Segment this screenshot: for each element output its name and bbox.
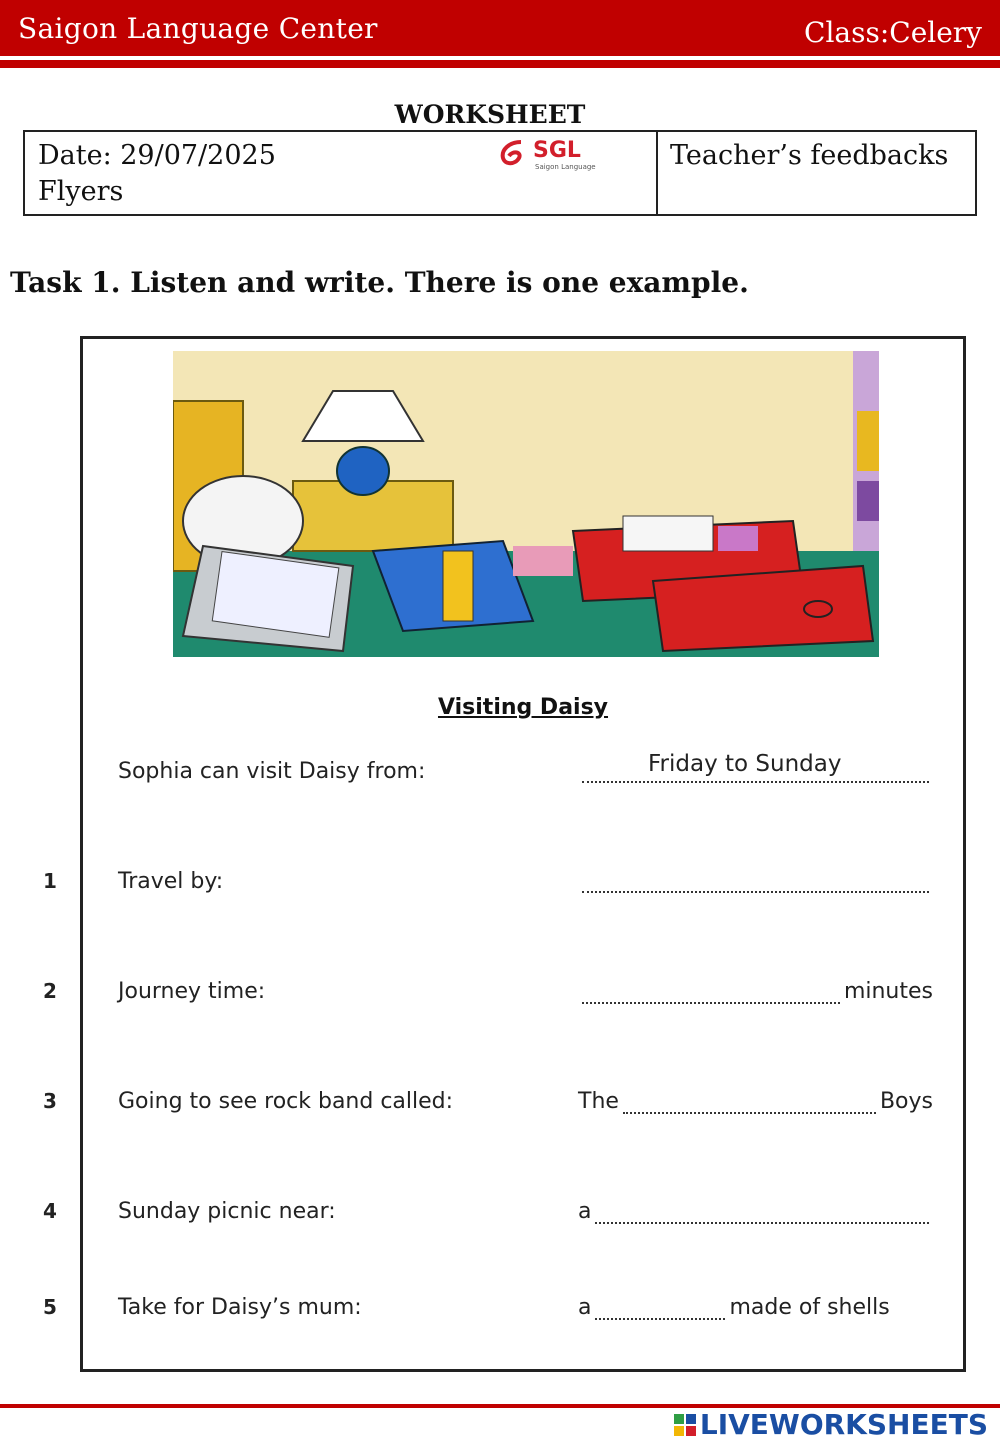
answer-suffix: minutes [843, 979, 933, 1004]
sgl-swirl-icon [495, 138, 531, 170]
question-number: 5 [43, 1295, 57, 1319]
liveworksheets-logo[interactable] [674, 1408, 988, 1441]
header-underline [0, 60, 1000, 68]
info-divider [656, 132, 658, 214]
example-answer: Friday to Sunday [648, 751, 842, 777]
logo-subtext: Saigon Language [535, 163, 596, 171]
teacher-feedback-label: Teacher’s feedbacks [670, 140, 949, 171]
question-number: 1 [43, 869, 57, 893]
question-label: Take for Daisy’s mum: [118, 1295, 362, 1320]
answer-field[interactable] [578, 1295, 933, 1320]
question-row [43, 1295, 963, 1335]
answer-suffix: Boys [879, 1089, 933, 1114]
exercise-frame [43, 336, 966, 1372]
answer-dots [623, 1090, 876, 1114]
class-name: Class:Celery [804, 16, 982, 49]
answer-field[interactable] [578, 1199, 933, 1224]
question-row [43, 869, 963, 909]
question-row [43, 1089, 963, 1129]
logo-text: SGL [533, 138, 581, 163]
question-label: Travel by: [118, 869, 224, 894]
question-label: Sunday picnic near: [118, 1199, 336, 1224]
answer-dots [595, 1296, 725, 1320]
worksheet-title: WORKSHEET [394, 100, 586, 129]
question-label: Journey time: [118, 979, 266, 1004]
answer-prefix: The [578, 1089, 619, 1114]
sgl-logo [495, 138, 605, 174]
answer-prefix: a [578, 1199, 592, 1224]
question-number: 2 [43, 979, 57, 1003]
liveworksheets-brand: LIVEWORKSHEETS [699, 1408, 988, 1441]
question-label: Going to see rock band called: [118, 1089, 454, 1114]
date-text: Date: 29/07/2025 [38, 140, 276, 171]
level-text: Flyers [38, 176, 124, 207]
info-table [23, 130, 977, 216]
bedroom-illustration [173, 351, 879, 657]
liveworksheets-icon [674, 1414, 696, 1436]
answer-field[interactable] [578, 979, 933, 1004]
question-number: 4 [43, 1199, 57, 1223]
answer-suffix: made of shells [729, 1295, 890, 1320]
answer-field[interactable] [578, 869, 933, 893]
document-title: Visiting Daisy [437, 695, 609, 720]
answer-field[interactable] [578, 1089, 933, 1114]
answer-dots [582, 980, 840, 1004]
task-heading: Task 1. Listen and write. There is one example. [10, 266, 749, 299]
answer-prefix: a [578, 1295, 592, 1320]
header-bar [0, 0, 1000, 56]
question-number: 3 [43, 1089, 57, 1113]
example-answer-field [578, 751, 933, 783]
question-row [43, 979, 963, 1019]
example-label: Sophia can visit Daisy from: [118, 759, 426, 784]
center-name: Saigon Language Center [18, 12, 378, 45]
answer-dots [582, 869, 929, 893]
example-row [83, 751, 963, 799]
question-row [43, 1199, 963, 1239]
answer-dots [595, 1200, 929, 1224]
